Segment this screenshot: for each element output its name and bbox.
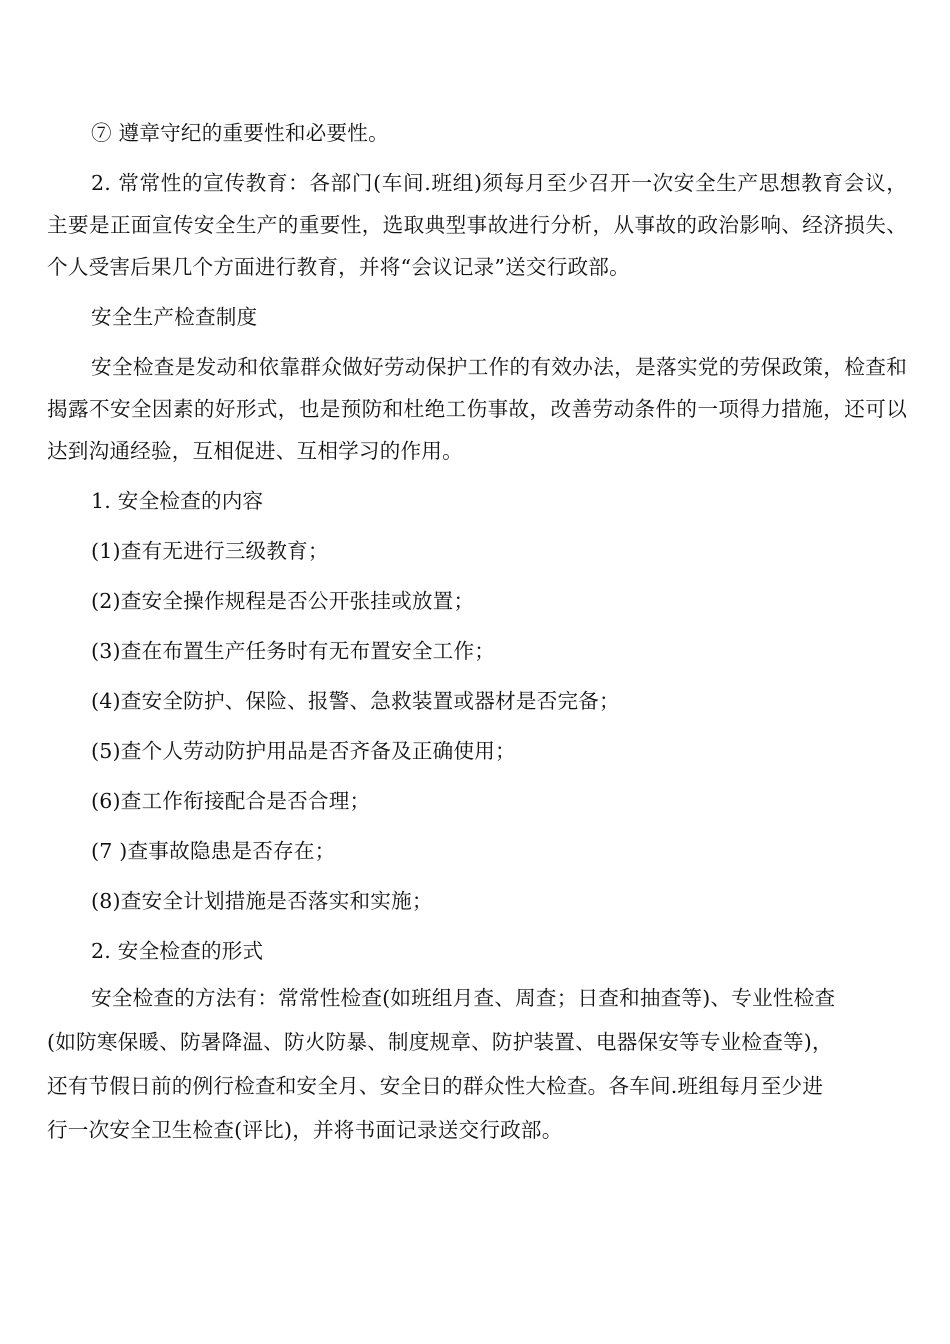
paragraph-inspection-purpose: 安全检查是发动和依靠群众做好劳动保护工作的有效办法，是落实党的劳保政策，检查和揭露不安全因素的好形式，也是预防和杜绝工伤事故，改善劳动条件的一项得力措施，还可以达到沟通经验，互相促进、互相学习的作用。 (47, 355, 907, 463)
inspection-item-7: (7 )查事故隐患是否存在； (91, 839, 336, 863)
paragraph-regular-education: 2. 常常性的宣传教育：各部门(车间.班组)须每月至少召开一次安全生产思想教育会议，主要是正面宣传安全生产的重要性，选取典型事故进行分析，从事故的政治影响、经济损失、个人受害后果几个方面进行教育，并将“会议记录”送交行政部。 (47, 171, 907, 279)
inspection-item-2: (2)查安全操作规程是否公开张挂或放置； (91, 589, 475, 613)
inspection-item-1: (1)查有无进行三级教育； (91, 539, 329, 563)
inspection-item-8: (8)查安全计划措施是否落实和实施； (91, 889, 433, 913)
subheading-inspection-content: 1. 安全检查的内容 (91, 489, 264, 513)
inspection-item-3: (3)查在布置生产任务时有无布置安全工作； (91, 639, 496, 663)
paragraph-inspection-methods: 安全检查的方法有：常常性检查(如班组月查、周查；日查和抽查等)、专业性检查(如防寒保暖、防暑降温、防火防暴、制度规章、防护装置、电器保安等专业检查等)，还有节假日前的例行检查和安全月、安全日的群众性大检查。各车间.班组每月至少进行一次安全卫生检查(评比)，并将书面记录送交行政部。 (47, 986, 836, 1142)
document-body (47, 112, 907, 1152)
inspection-item-4: (4)查安全防护、保险、报警、急救装置或器材是否完备； (91, 689, 620, 713)
list-item-7: ⑦ 遵章守纪的重要性和必要性。 (91, 121, 389, 145)
section-heading-safety-inspection: 安全生产检查制度 (91, 305, 258, 329)
inspection-item-5: (5)查个人劳动防护用品是否齐备及正确使用； (91, 739, 516, 763)
subheading-inspection-forms: 2. 安全检查的形式 (91, 939, 264, 963)
inspection-item-6: (6)查工作衔接配合是否合理； (91, 789, 371, 813)
